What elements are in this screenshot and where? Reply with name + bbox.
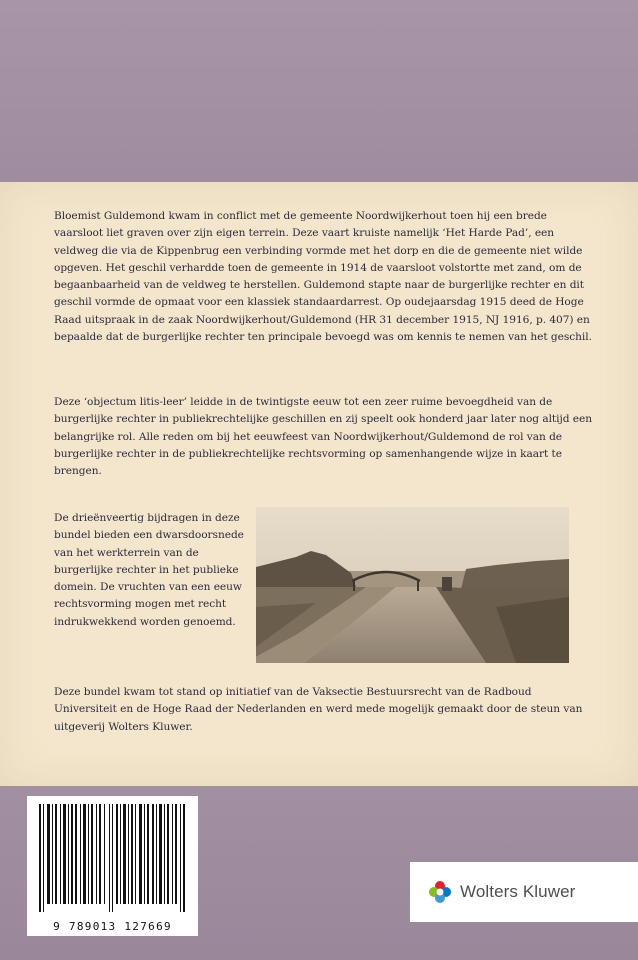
canal-photo	[256, 507, 569, 663]
paragraph-intro: Bloemist Guldemond kwam in conflict met de gemeente Noordwijkerhout toen hij een brede vaarsloot liet graven over zijn eigen terrein. Deze vaart kruiste namelijk ‘Het Harde Pad’, een veldweg die via de Kippenbrug een verbinding vormde met het dorp en die de gemeente niet wilde opgeven. Het geschil verhardde toen de gemeente in 1914 de vaarsloot volstortte met zand, om de begaanbaarheid van de veldweg te herstellen. Guldemond stapte naar de burgerlijke rechter en dit geschil vormde de opmaat voor een klassiek standaardarrest. Op oudejaarsdag 1915 deed de Hoge Raad uitspraak in de zaak Noordwijkerhout/Guldemond (HR 31 december 1915, NJ 1916, p. 407) en bepaalde dat de burgerlijke rechter ten principale bevoegd was om kennis te nemen van het geschil.	[54, 210, 592, 344]
top-band	[0, 0, 638, 182]
paragraph-bijdragen: De drieënveertig bijdragen in deze bundel bieden een dwarsdoorsnede van het werkterrein van de burgerlijke rechter in het publieke domein. De vruchten van een eeuw rechtsvorming mogen met recht indrukwekkend worden genoemd.	[54, 512, 244, 628]
barcode-bars	[27, 796, 198, 916]
publisher-logo	[410, 862, 638, 922]
publisher-name: Wolters Kluwer	[460, 882, 576, 901]
wolters-kluwer-logo-icon	[428, 880, 452, 904]
canal-photo-image	[256, 507, 569, 663]
isbn-digits: 9 789013 127669	[53, 920, 172, 933]
paragraph-initiatief: Deze bundel kwam tot stand op initiatief van de Vaksectie Bestuursrecht van de Radboud Universiteit en de Hoge Raad der Nederlanden en werd mede mogelijk gemaakt door de steun van uitgeverij Wolters Kluwer.	[54, 686, 583, 733]
paragraph-objectum-litis: Deze ‘objectum litis-leer’ leidde in de twintigste eeuw tot een zeer ruime bevoegdheid van de burgerlijke rechter in publiekrechtelijke geschillen en zij speelt ook honderd jaar later nog altijd een belangrijke rol. Alle reden om bij het eeuwfeest van Noordwijkerhout/Guldemond de rol van de burgerlijke rechter in de publiekrechtelijke rechtsvorming op samenhangende wijze in kaart te brengen.	[54, 396, 592, 478]
isbn-barcode	[27, 796, 198, 936]
